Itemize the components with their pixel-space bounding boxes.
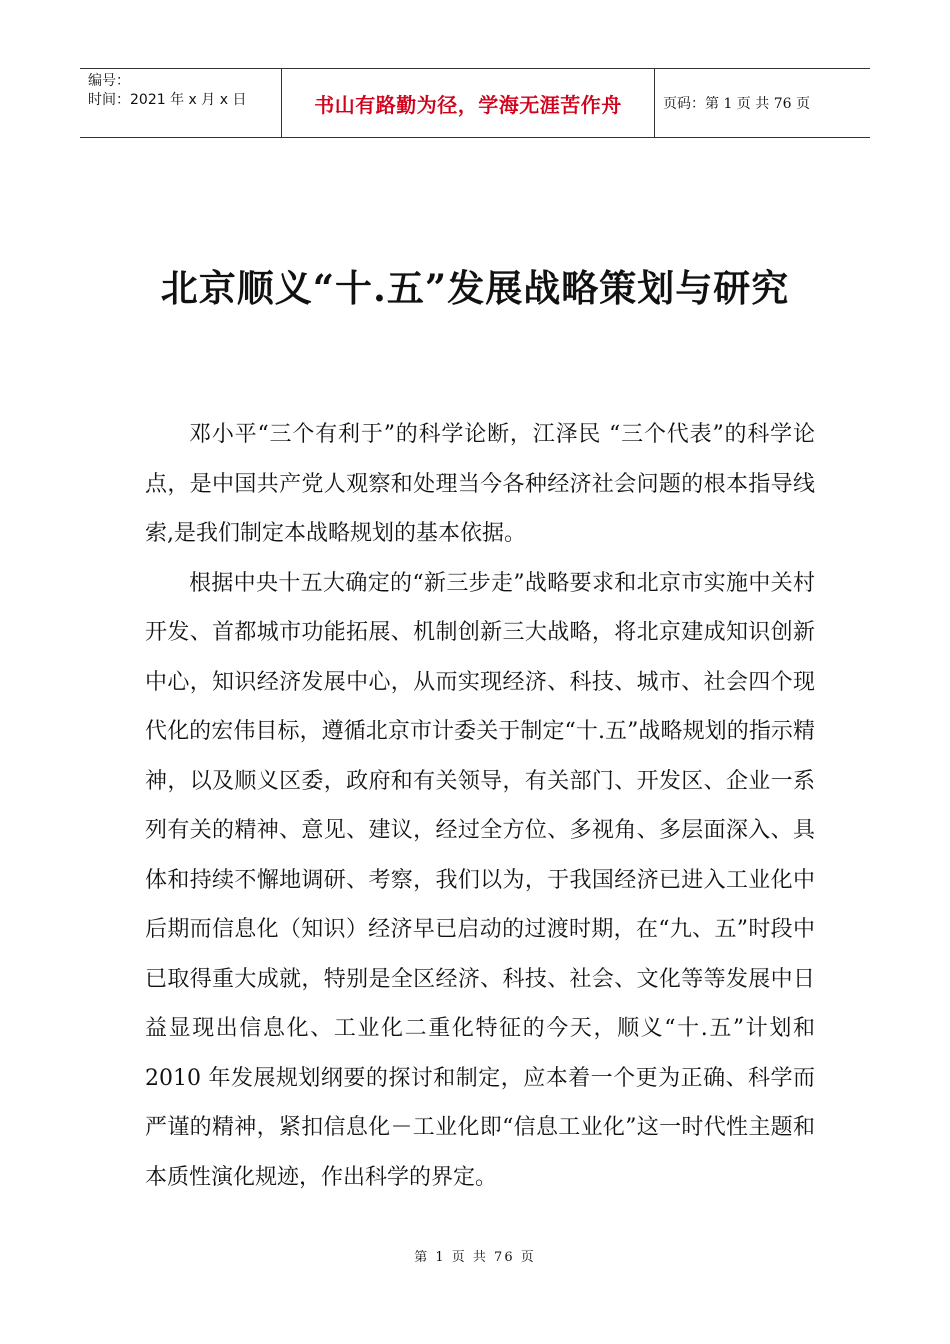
paragraph: 邓小平“三个有利于”的科学论断，江泽民 “三个代表”的科学论点，是中国共产党人观察和处理当今各种经济社会问题的根本指导线索,是我们制定本战略规划的基本依据。 (145, 422, 815, 546)
document-title: 北京顺义“十.五”发展战略策划与研究 (160, 266, 790, 310)
header-motto: 书山有路勤为径，学海无涯苦作舟 (282, 69, 655, 137)
page-footer: 第 1 页 共 76 页 (414, 1250, 536, 1265)
header-meta (80, 69, 282, 137)
document-date: 时间：2021 年 x 月 x 日 (88, 92, 247, 108)
page-header (80, 68, 870, 138)
paragraph: 根据中央十五大确定的“新三步走”战略要求和北京市实施中关村开发、首都城市功能拓展、机制创新三大战略，将北京建成知识创新中心，知识经济发展中心，从而实现经济、科技、城市、社会四个现代化的宏伟目标，遵循北京市计委关于制定“十.五”战略规划的指示精神，以及顺义区委，政府和有关领导，有关部门、开发区、企业一系列有关的精神、意见、建议，经过全方位、多视角、多层面深入、具体和持续不懈地调研、考察，我们以为，于我国经济已进入工业化中后期而信息化（知识）经济早已启动的过渡时期，在“九、五”时段中已取得重大成就，特别是全区经济、科技、社会、文化等等发展中日益显现出信息化、工业化二重化特征的今天，顺义“十.五”计划和 2010 年发展规划纲要的探讨和制定，应本着一个更为正确、科学而严谨的精神，紧扣信息化－工业化即“信息工业化”这一时代性主题和本质性演化规迹，作出科学的界定。 (145, 570, 815, 1190)
document-number-label: 编号： (88, 73, 130, 89)
document-body (145, 410, 815, 1202)
header-page-info: 页码：第 1 页 共 76 页 (663, 96, 810, 112)
